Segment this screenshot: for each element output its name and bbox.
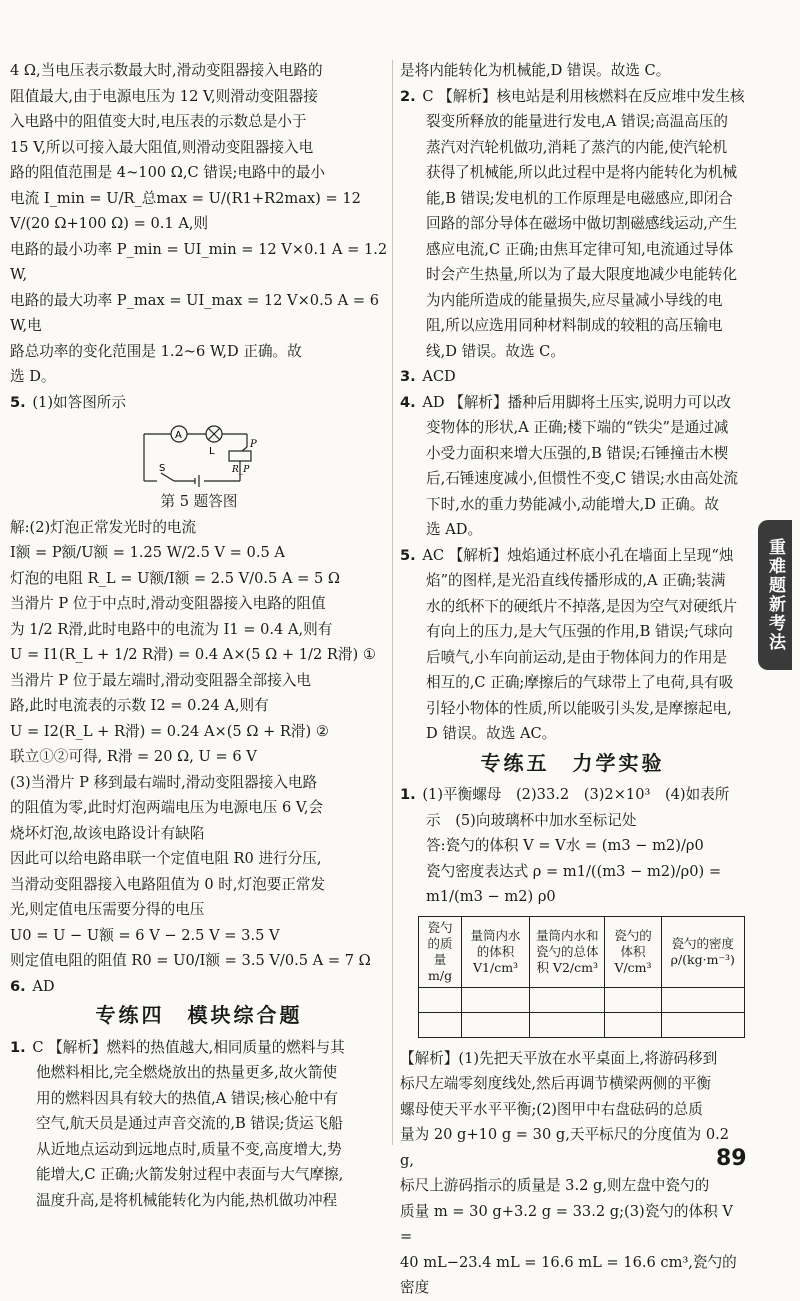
text-line: U0 = U − U额 = 6 V − 2.5 V = 3.5 V [10,926,280,944]
text-line: 裂变所释放的能量进行发电,A 错误;高温高压的 [426,113,729,130]
question-number: 2. [400,87,416,105]
fig-label-rp: R_P [232,465,250,475]
question-5 [400,543,745,747]
text-line: 引轻小物体的性质,所以能吸引头发,是摩擦起电, [426,699,732,717]
analysis-text [400,1046,745,1301]
text-line: 选 D。 [10,368,56,385]
text-line: 电路的最大功率 P_max = UI_max = 12 V×0.5 A = 6 W,电 [10,291,379,334]
text-line: 当滑动变阻器接入电路阻值为 0 时,灯泡要正常发 [10,875,326,893]
text-line: AC 【解析】烛焰通过杯底小孔在墙面上呈现“烛 [422,546,734,564]
q4-text [400,394,745,543]
page-number: 89 [716,1146,747,1171]
column-divider [392,60,393,1145]
question-6 [10,974,388,1000]
text-line: 为 1/2 R滑,此时电路中的电流为 I1 = 0.4 A,则有 [10,620,333,638]
text-line: 量为 20 g+10 g = 30 g,天平标尺的分度值为 0.2 g, [400,1126,730,1169]
q2-text [400,88,745,365]
text-line: 路,此时电流表的示数 I2 = 0.24 A,则有 [10,697,269,714]
text-line: 变物体的形状,A 正确;楼下端的“铁尖”是通过减 [426,419,729,436]
text-line: 40 mL−23.4 mL = 16.6 mL = 16.6 cm³,瓷勺的密度 [400,1253,737,1296]
text-line: 有向上的压力,是大气压强的作用,B 错误;气球向 [426,623,733,640]
left-column [10,58,388,1213]
text-line: 水的纸杯下的硬纸片不掉落,是因为空气对硬纸片 [426,597,738,615]
q4-continuation [10,58,388,390]
text-line: 相互的,C 正确;摩擦后的气球带上了电荷,具有吸 [426,674,734,691]
table-header: 量筒内水的体积 V1/cm³ [462,916,530,987]
s4q1-text [10,1039,388,1214]
text-line: 从近地点运动到远地点时,质量不变,高度增大,势 [36,1140,342,1158]
question-number: 1. [400,786,416,803]
text-line: 电路的最小功率 P_min = UI_min = 12 V×0.1 A = 1.2 W, [10,240,388,283]
s4-question-1 [10,1035,388,1214]
section-title-5: 专练五 力学实验 [480,750,665,775]
text-line: 电流 I_min = U/R_总max = U/(R1+R2max) = 12 V/(20 Ω+100 Ω) = 0.1 A,则 [10,189,361,232]
text-line: U = I1(R_L + 1/2 R滑) = 0.4 A×(5 Ω + 1/2 R滑) ① [10,646,376,663]
text-line: 时会产生热量,所以为了最大限度地减少电能转化 [426,266,738,283]
text-line: 用的燃料因具有较大的热值,A 错误;核心舱中有 [36,1089,339,1107]
table-header: 瓷勺的体积 V/cm³ [605,916,661,987]
question-number: 3. [400,368,416,385]
text-line: U = I2(R_L + R滑) = 0.24 A×(5 Ω + R滑) ② [10,722,329,740]
text-line: D 错误。故选 AC。 [426,725,557,742]
q5-intro: (1)如答图所示 [32,393,126,411]
text-line: 后,石锤速度减小,但惯性不变,C 错误;水由高处流 [426,470,738,487]
q6-answer: AD [32,977,55,995]
question-5 [10,390,388,416]
right-column [400,58,745,1301]
text-line: C 【解析】核电站是利用核燃料在反应堆中发生核 [422,87,745,105]
rheostat-symbol [229,451,251,461]
text-line: 他燃料相比,完全燃烧放出的热量更多,故火箭使 [36,1064,338,1081]
table-row [419,987,745,1012]
text-line: 回路的部分导体在磁场中做切割磁感线运动,产生 [426,215,738,232]
text-line: 线,D 错误。故选 C。 [426,342,565,360]
text-line: 4 Ω,当电压表示数最大时,滑动变阻器接入电路的 [10,62,323,79]
text-line: 路的阻值范围是 4~100 Ω,C 错误;电路中的最小 [10,164,326,181]
text-line: 入电路中的阻值变大时,电压表的示数总是小于 [10,113,307,130]
text-line: 烧坏灯泡,故该电路设计有缺陷 [10,824,205,842]
text-line: 质量 m = 30 g+3.2 g = 33.2 g;(3)瓷勺的体积 V = [400,1202,733,1245]
text-line: 获得了机械能,所以此过程中是将内能转化为机械 [426,164,738,181]
fig-label-a: A [175,430,182,441]
text-line: 当滑片 P 位于最左端时,滑动变阻器全部接入电 [10,671,312,689]
section-title-4: 专练四 模块综合题 [95,1003,303,1027]
text-line: 是将内能转化为机械能,D 错误。故选 C。 [400,62,671,79]
text-line: 阻,所以应选用同种材料制成的较粗的高压输电 [426,317,723,334]
table-header: 瓷勺的密度 ρ/(kg·m⁻³) [661,916,744,987]
question-2 [400,84,745,365]
text-line: 下时,水的重力势能减小,动能增大,D 正确。故 [426,495,719,513]
table-header: 量筒内水和瓷勺的总体积 V2/cm³ [529,916,604,987]
text-line: 当滑片 P 位于中点时,滑动变阻器接入电路的阻值 [10,595,326,612]
text-line: 示 (5)向玻璃杯中加水至标记处 [426,811,637,829]
fig-label-l: L [209,446,215,457]
text-line: 答:瓷勺的体积 V = V水 = (m3 − m2)/ρ0 [426,837,704,854]
question-number: 5. [400,546,416,564]
text-line: 则定值电阻的阻值 R0 = U0/I额 = 3.5 V/0.5 A = 7 Ω [10,952,371,969]
s4q1-continuation [400,58,745,84]
question-number: 4. [400,393,416,411]
text-line: 瓷勺密度表达式 ρ = m1/((m3 − m2)/ρ0) = m1/(m3 − m2) ρ0 [426,862,722,905]
text-line: 为内能所造成的能量损失,应尽量减小导线的电 [426,291,723,309]
text-line: AD 【解析】播种后用脚将土压实,说明力可以改 [422,393,732,411]
question-4 [400,390,745,543]
text-line: 选 AD。 [426,521,483,538]
side-tab: 重难题新考法 [758,520,792,670]
text-line: 能,B 错误;发电机的工作原理是电磁感应,即闭合 [426,189,733,207]
text-line: I额 = P额/U额 = 1.25 W/2.5 V = 0.5 A [10,544,285,561]
question-number: 1. [10,1038,26,1056]
text-line: 解:(2)灯泡正常发光时的电流 [10,518,197,536]
text-line: 的阻值为零,此时灯泡两端电压为电源电压 6 V,会 [10,799,324,816]
data-table [418,916,745,1038]
text-line: 15 V,所以可接入最大阻值,则滑动变阻器接入电 [10,138,314,156]
q5-solution [10,515,388,974]
fig-label-p: P [250,439,257,450]
text-line: 标尺左端零刻度线处,然后再调节横梁两侧的平衡 [400,1075,712,1092]
question-number: 5. [10,393,26,411]
text-line: C 【解析】燃料的热值越大,相同质量的燃料与其 [32,1038,345,1056]
table-header: 瓷勺的质量 m/g [419,916,462,987]
text-line: 联立①②可得, R滑 = 20 Ω, U = 6 V [10,748,257,765]
text-line: 标尺上游码指示的质量是 3.2 g,则左盘中瓷勺的 [400,1177,710,1194]
fig-label-s: S [159,463,166,474]
text-line: 蒸汽对汽轮机做功,消耗了蒸汽的内能,使汽轮机 [426,138,728,156]
text-line: 温度升高,是将机械能转化为内能,热机做功冲程 [36,1191,338,1209]
text-line: (3)当滑片 P 移到最右端时,滑动变阻器接入电路 [10,773,318,791]
text-line: 感应电流,C 正确;由焦耳定律可知,电流通过导体 [426,240,734,258]
text-line: 能增大,C 正确;火箭发射过程中表面与大气摩擦, [36,1166,344,1183]
table-row [419,1012,745,1037]
text-line: 灯泡的电阻 R_L = U额/I额 = 2.5 V/0.5 A = 5 Ω [10,569,340,587]
text-line: 光,则定值电压需要分得的电压 [10,901,205,918]
text-line: 螺母使天平水平平衡;(2)图甲中右盘砝码的总质 [400,1100,703,1118]
figure-caption: 第 5 题答图 [160,493,238,510]
q3-answer: ACD [422,368,456,385]
table-header-row [419,916,745,987]
question-number: 6. [10,977,26,995]
circuit-diagram [139,419,259,489]
q5-text [400,547,745,747]
text-line: 因此可以给电路串联一个定值电阻 R0 进行分压, [10,850,322,867]
text-line: 路总功率的变化范围是 1.2~6 W,D 正确。故 [10,342,302,360]
s5-question-1 [400,782,745,910]
text-line: 后喷气,小车向前运动,是由于物体间力的作用是 [426,648,728,666]
text-line: 小受力面积来增大压强的,B 错误;石锤撞击木楔 [426,444,729,462]
text-line: 焰”的图样,是光沿直线传播形成的,A 正确;装满 [426,572,726,589]
text-line: 阻值最大,由于电源电压为 12 V,则滑动变阻器接 [10,87,318,105]
text-line: 空气,航天员是通过声音交流的,B 错误;货运飞船 [36,1115,343,1132]
question-3 [400,364,745,390]
text-line: 【解析】(1)先把天平放在水平桌面上,将游码移到 [400,1049,718,1067]
s5q1-text [400,786,745,910]
text-line: (1)平衡螺母 (2)33.2 (3)2×10³ (4)如表所 [422,786,730,803]
